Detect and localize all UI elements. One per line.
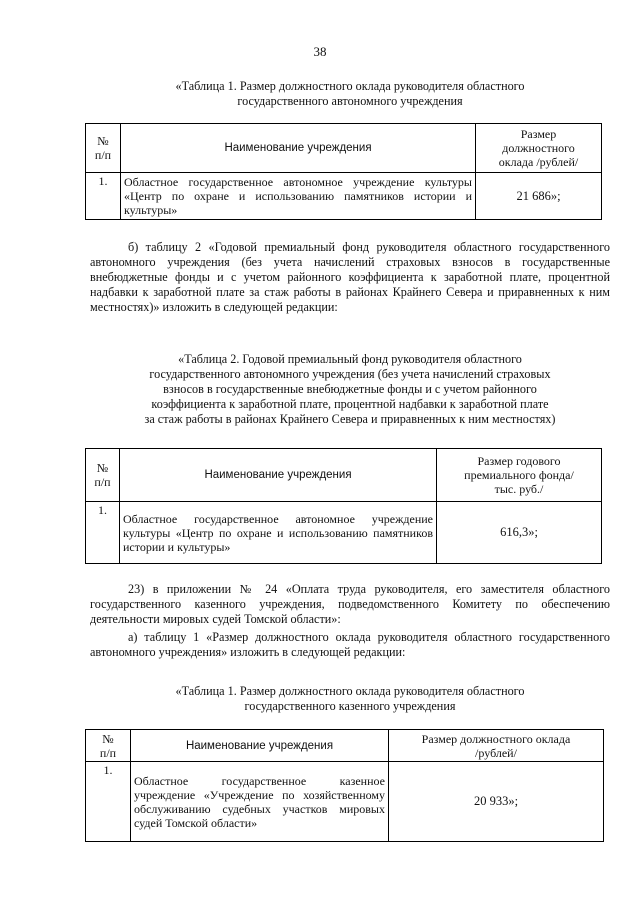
row-num: 1. (86, 762, 131, 842)
header-value-line: тыс. руб./ (494, 482, 544, 496)
table3-caption-line: государственного казенного учреждения (244, 699, 456, 713)
header-num-symbol: № (96, 461, 109, 475)
table3-header-row (86, 730, 604, 762)
table2-header-name: Наименование учреждения (120, 449, 437, 502)
table3-caption (90, 684, 610, 714)
header-num-symbol: № (97, 134, 109, 148)
header-num-label: п/п (99, 745, 117, 760)
table2-caption-line: «Таблица 2. Годовой премиальный фонд руководителя областного (178, 352, 522, 366)
row-num: 1. (86, 502, 120, 564)
row-institution-name: Областное государственное казенное учреждение «Учреждение по хозяйственному обслуживанию судебных участков мировых судей Томской области» (131, 762, 389, 842)
header-value-line: Размер годового (477, 454, 561, 468)
table1-header-name: Наименование учреждения (121, 124, 476, 173)
table2-caption-line: государственного автономного учреждения (без учета начислений страховых (149, 367, 551, 381)
row-value: 20 933»; (389, 762, 604, 842)
table2-header-row (86, 449, 602, 502)
table1 (85, 123, 602, 220)
row-value: 616,3»; (437, 502, 602, 564)
table3 (85, 729, 604, 842)
table2-header-num (86, 449, 120, 502)
table1-caption-line: «Таблица 1. Размер должностного оклада руководителя областного (175, 79, 525, 93)
table-row (86, 762, 604, 842)
paragraph-a: а) таблицу 1 «Размер должностного оклада руководителя областного государственного автономного учреждения» изложить в следующей редакции: (90, 630, 610, 659)
header-value-line: Размер должностного оклада (421, 731, 571, 746)
header-value-line: оклада /рублей/ (498, 155, 579, 169)
header-value-line: Размер (520, 127, 557, 141)
table-row (86, 173, 602, 220)
table2-caption-line: за стаж работы в районах Крайнего Севера и приравненных к ним местностях) (144, 412, 556, 426)
table-row (86, 502, 602, 564)
table1-caption (90, 79, 610, 109)
header-value-line: должностного (502, 141, 575, 155)
table2 (85, 448, 602, 564)
table2-header-value (437, 449, 602, 502)
header-num-symbol: № (102, 731, 114, 746)
table3-header-name: Наименование учреждения (131, 730, 389, 762)
row-value: 21 686»; (476, 173, 602, 220)
row-institution-name: Областное государственное автономное учреждение культуры «Центр по охране и использованию памятников истории и культуры» (121, 173, 476, 220)
paragraph-23: 23) в приложении № 24 «Оплата труда руководителя, его заместителя областного государственного казенного учреждения, подведомственного Комитету по обеспечению деятельности мировых судей Томской области»: (90, 582, 610, 626)
row-num: 1. (86, 173, 121, 220)
paragraph-b: б) таблицу 2 «Годовой премиальный фонд руководителя областного государственного автономного учреждения (без учета начислений страховых взносов в государственные внебюджетные фонды и с учетом районного коэффициента к заработной плате, процентной надбавки к заработной плате за стаж работы в районах Крайнего Севера и приравненных к ним местностях)» изложить в следующей редакции: (90, 240, 610, 314)
table3-header-num (86, 730, 131, 762)
table3-caption-line: «Таблица 1. Размер должностного оклада руководителя областного (175, 684, 525, 698)
table2-caption-line: взносов в государственные внебюджетные фонды и с учетом районного (163, 382, 537, 396)
table1-caption-line: государственного автономного учреждения (237, 94, 463, 108)
header-num-label: п/п (94, 148, 112, 162)
table1-header-row (86, 124, 602, 173)
table3-header-value (389, 730, 604, 762)
table2-caption (85, 352, 615, 427)
header-value-line: премиального фонда/ (464, 468, 574, 482)
table1-header-num (86, 124, 121, 173)
header-value-line: /рублей/ (475, 745, 517, 760)
header-num-label: п/п (94, 475, 111, 489)
table1-header-value (476, 124, 602, 173)
table2-caption-line: коэффициента к заработной плате, процентной надбавки к заработной плате (151, 397, 549, 411)
page-number: 38 (313, 44, 327, 59)
row-institution-name: Областное государственное автономное учреждение культуры «Центр по охране и использованию памятников истории и культуры» (120, 502, 437, 564)
